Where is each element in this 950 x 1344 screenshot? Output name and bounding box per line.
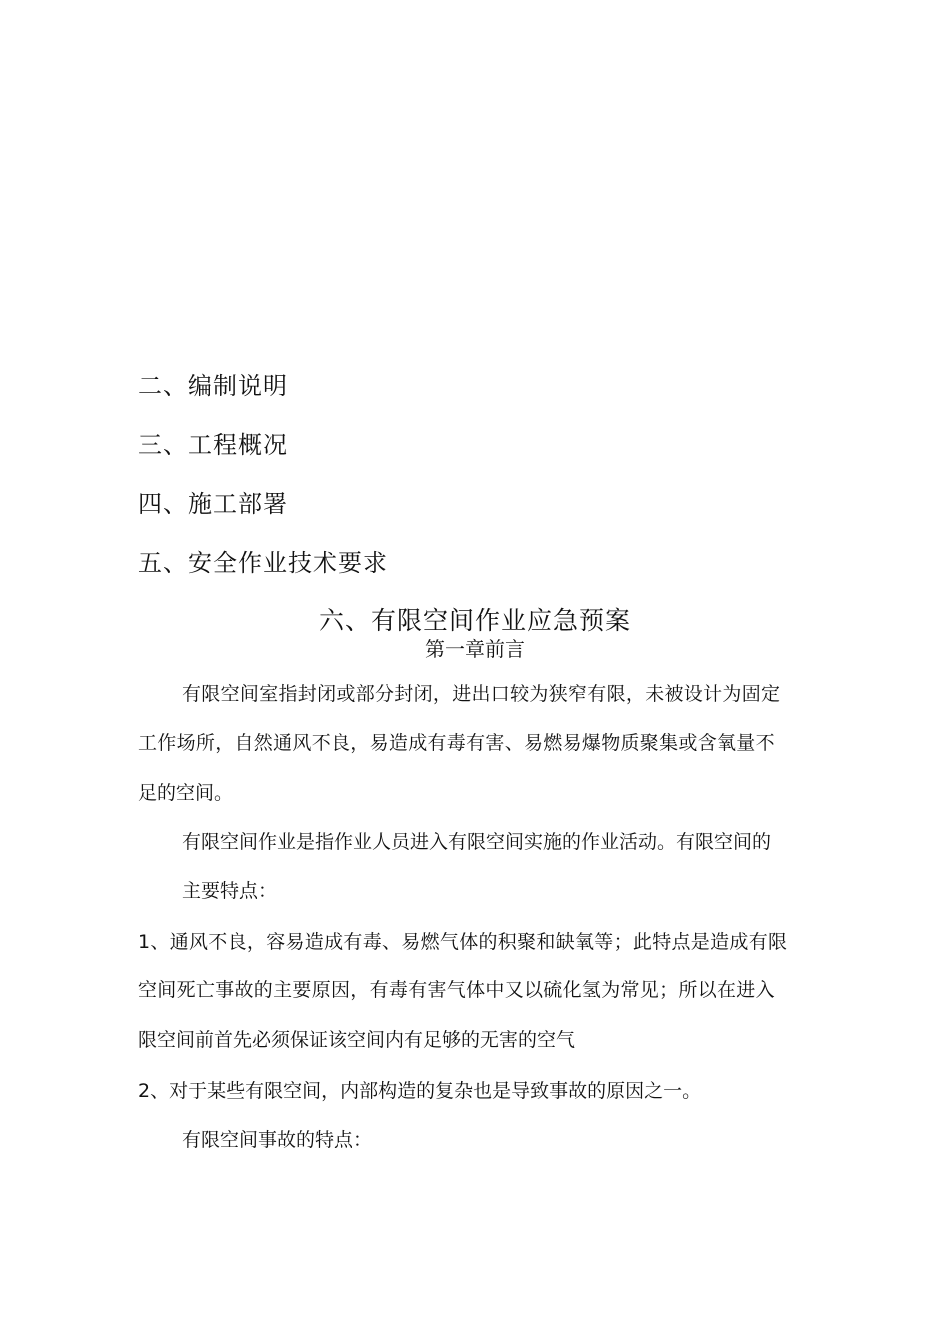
toc-item-compilation-notes: 二、编制说明 [138,372,288,400]
body-paragraph-line: 有限空间作业是指作业人员进入有限空间实施的作业活动。有限空间的 [182,831,772,853]
section-title: 六、有限空间作业应急预案 [318,606,631,635]
list-item-line: 1、通风不良，容易造成有毒、易燃气体的积聚和缺氧等；此特点是造成有限 [138,931,788,953]
toc-item-construction-deployment: 四、施工部署 [138,490,288,518]
body-paragraph-line: 足的空间。 [138,782,234,804]
toc-item-project-overview: 三、工程概况 [138,431,288,459]
list-item-line: 限空间前首先必须保证该空间内有足够的无害的空气 [138,1029,576,1051]
body-paragraph-line: 主要特点： [182,880,278,902]
body-paragraph-line: 工作场所，自然通风不良，易造成有毒有害、易燃易爆物质聚集或含氧量不 [138,732,775,754]
toc-item-safety-requirements: 五、安全作业技术要求 [138,549,388,577]
body-paragraph-line: 有限空间室指封闭或部分封闭，进出口较为狭窄有限，未被设计为固定 [182,683,781,705]
list-item-line: 2、对于某些有限空间，内部构造的复杂也是导致事故的原因之一。 [138,1080,702,1102]
list-item-line: 空间死亡事故的主要原因，有毒有害气体中又以硫化氢为常见；所以在进入 [138,979,775,1001]
body-paragraph-line: 有限空间事故的特点： [182,1129,373,1151]
chapter-title: 第一章前言 [425,637,525,661]
